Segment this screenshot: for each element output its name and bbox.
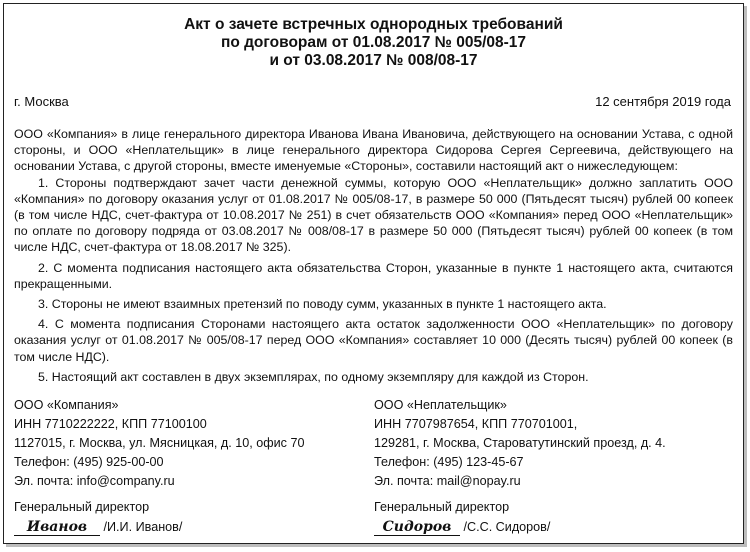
party-phone: Телефон: (495) 925-00-00	[14, 455, 164, 469]
clause-2: 2. С момента подписания настоящего акта обязательства Сторон, указанные в пункте 1 настоящего акта, считаются прекращенными.	[14, 260, 733, 291]
signer-name: /И.И. Иванов/	[103, 520, 183, 534]
party-name: ООО «Компания»	[14, 398, 119, 412]
preamble-paragraph: ООО «Компания» в лице генерального директора Иванова Ивана Ивановича, действующего на основании Устава, с одной стороны, и ООО «Неплательщик» в лице генерального директора Сидорова Сергея Сергеевича, действующего на основании Устава, с другой стороны, вместе именуемые «Стороны», составили настоящий акт о нижеследующем:	[14, 127, 733, 174]
party-inn: ИНН 7707987654, КПП 770701001,	[374, 417, 578, 431]
handwritten-signature: Сидоров	[374, 519, 460, 536]
party-address: 1127015, г. Москва, ул. Мясницкая, д. 10, офис 70	[14, 436, 305, 450]
party-name: ООО «Неплательщик»	[374, 398, 507, 412]
party-inn: ИНН 7710222222, КПП 77100100	[14, 417, 207, 431]
signature-block-right	[374, 497, 550, 537]
document-page	[3, 3, 744, 544]
party-details-left	[14, 396, 304, 491]
signature-block-left	[14, 497, 182, 537]
handwritten-signature: Иванов	[14, 519, 100, 536]
party-phone: Телефон: (495) 123-45-67	[374, 455, 524, 469]
signer-name: /С.С. Сидоров/	[463, 520, 551, 534]
document-city: г. Москва	[14, 94, 69, 109]
title-line-1: Акт о зачете встречных однородных требований	[184, 16, 563, 33]
party-address: 129281, г. Москва, Староватутинский проезд, д. 4.	[374, 436, 666, 450]
document-title	[4, 16, 743, 70]
party-email: Эл. почта: mail@nopay.ru	[374, 474, 521, 488]
title-line-3: и от 03.08.2017 № 008/08-17	[269, 52, 478, 69]
title-line-2: по договорам от 01.08.2017 № 005/08-17	[220, 34, 527, 51]
clause-1: 1. Стороны подтверждают зачет части денежной суммы, которую ООО «Неплательщик» должно заплатить ООО «Компания» по договору оказания услуг от 01.08.2017 № 005/08-17, в размере 50 000 (Пятьдесят тысяч) рублей 00 копеек (в том числе НДС, счет-фактура от 10.08.2017 № 251) в счет обязательств ООО «Компания» перед ООО «Неплательщик» по оплате по договору подряда от 03.08.2017 № 008/08-17 в размере 50 000 (Пятьдесят тысяч) рублей 00 копеек (в том числе НДС, счет-фактура от 18.08.2017 № 325).	[14, 175, 733, 255]
clause-3: 3. Стороны не имеют взаимных претензий по поводу сумм, указанных в пункте 1 настоящего акта.	[38, 297, 607, 312]
party-email: Эл. почта: info@company.ru	[14, 474, 175, 488]
clause-4: 4. С момента подписания Сторонами настоящего акта остаток задолженности ООО «Неплательщик» по договору оказания услуг от 01.08.2017 № 005/08-17 перед ООО «Компания» составляет 10 000 (Десять тысяч) рублей 00 копеек (в том числе НДС).	[14, 317, 733, 364]
document-date: 12 сентября 2019 года	[595, 94, 731, 109]
party-details-right	[374, 396, 666, 491]
clause-5: 5. Настоящий акт составлен в двух экземплярах, по одному экземпляру для каждой из Сторон.	[38, 369, 589, 384]
signer-position: Генеральный директор	[14, 500, 150, 514]
signer-position: Генеральный директор	[374, 500, 510, 514]
document-body	[14, 126, 733, 385]
